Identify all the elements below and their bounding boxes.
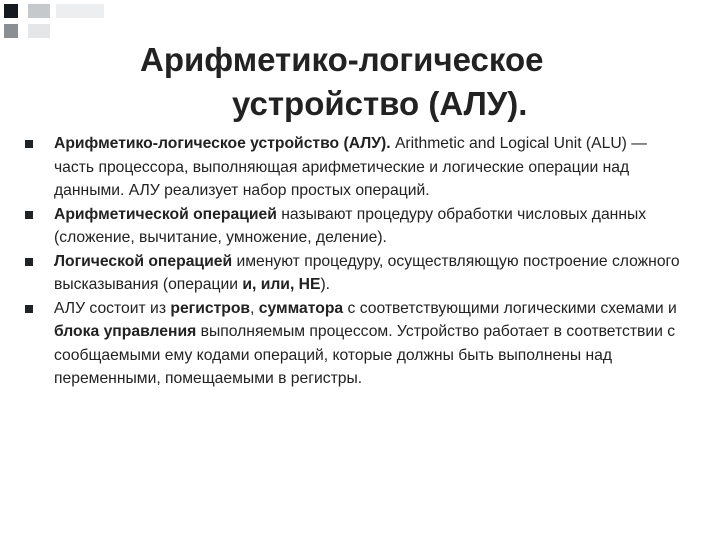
item-text: называют процедуру обработки числовых данных (сложение, вычитание, умножение, деление). [54,205,647,246]
corner-square-mid [4,24,18,38]
item-text: выполняемым процессом. Устройство работает в соответствии с сообщаемыми ему кодами операций, которые должны быть выполнены над переменными, помещаемыми в регистры. [54,323,676,387]
list-item [16,203,686,250]
item-text: ). [320,276,331,293]
title-line-2: устройство (АЛУ). [232,85,528,122]
corner-square-dark [4,4,18,18]
corner-square-faint [28,24,50,38]
item-text: , [250,299,259,317]
corner-strip [56,4,104,18]
title-line-1: Арифметико-логическое [140,41,544,78]
item-text: именуют процедуру, осуществляющую построение сложного высказывания (операции [54,252,680,293]
square-bullet-icon [25,305,33,313]
square-bullet-icon [25,140,33,148]
bold-text: и, или, НЕ [242,276,321,293]
item-text: с соответствующими логическими схемами и [343,299,677,317]
list-item [16,297,686,391]
bold-text: Арифметико-логическое устройство (АЛУ). [54,135,391,152]
bold-text: Логической операцией [54,252,233,270]
square-bullet-icon [25,258,33,266]
bold-text: блока управления [54,323,197,340]
bold-text: Арифметической операцией [54,205,277,223]
bullet-list [16,132,686,391]
item-text: Arithmetic and Logical Unit (ALU) — часть процессора, выполняющая арифметические и логические операции над данными. АЛУ реализует набор простых операций. [54,135,647,199]
square-bullet-icon [25,211,33,219]
corner-square-light [28,4,50,18]
slide-title [70,38,650,126]
list-item [16,250,686,297]
bold-text: регистров [170,299,251,317]
bold-text: сумматора [258,299,344,317]
list-item [16,132,686,203]
item-text: АЛУ состоит из [54,299,171,317]
